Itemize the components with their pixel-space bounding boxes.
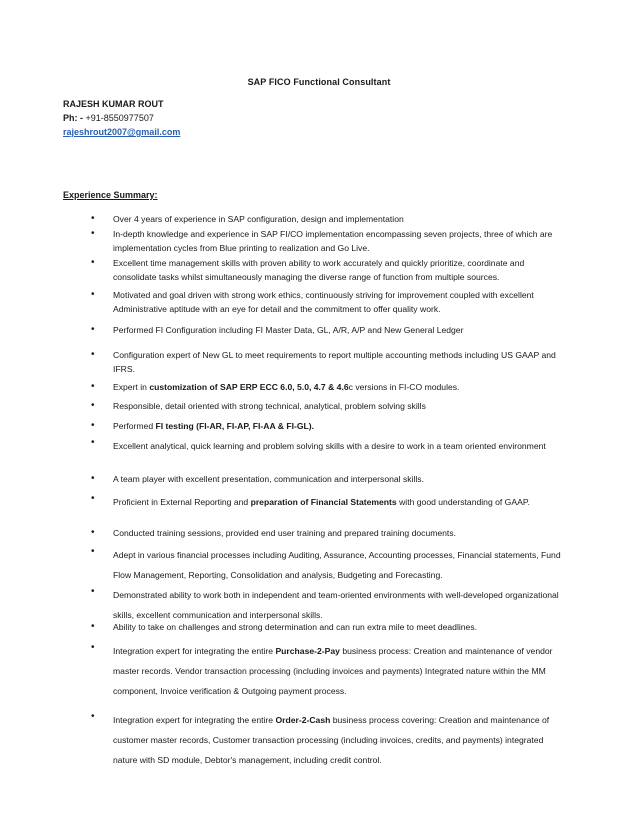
list-item: • Integration expert for integrating the entire Order-2-Cash business process covering: Creation and maintenance of customer master records, Customer transaction processing (including invoices, credits, and payments) integrated nature with SD module, Debtor's management, including credit control. [91, 711, 550, 765]
bullet-icon: • [91, 621, 95, 632]
list-item: • Configuration expert of New GL to meet requirements to report multiple accounting methods including US GAAP and IFRS. [91, 349, 556, 374]
bullet-icon: • [91, 349, 95, 360]
bullet-icon: • [91, 642, 95, 653]
bullet-icon: • [91, 381, 95, 392]
list-item: • Conducted training sessions, provided end user training and prepared training documents. [91, 527, 457, 538]
list-item: • Integration expert for integrating the entire Purchase-2-Pay business process: Creation and maintenance of vendor master records. Vendor transaction processing (including invoices and payments) Integrated nature within the MM component, Invoice verification & Outgoing payment process. [91, 642, 553, 696]
bullet-icon: • [91, 213, 95, 224]
list-item: • Motivated and goal driven with strong work ethics, continuously striving for improvement coupled with excellent Administrative aptitude with an eye for detail and the commitment to offer quality work. [91, 289, 534, 314]
bullet-icon: • [91, 228, 95, 239]
list-item: • Performed FI Configuration including FI Master Data, GL, A/R, A/P and New General Ledger [91, 324, 464, 335]
document-title: SAP FICO Functional Consultant [247, 77, 391, 87]
bullet-icon: • [91, 400, 95, 411]
phone-label: Ph: - [63, 113, 83, 123]
bullet-icon: • [91, 546, 95, 557]
list-item: • A team player with excellent presentation, communication and interpersonal skills. [91, 473, 424, 484]
bullet-icon: • [91, 586, 95, 597]
list-item: • Performed FI testing (FI-AR, FI-AP, FI-AA & FI-GL). [91, 420, 315, 431]
contact-header [63, 97, 180, 139]
list-item: • Proficient in External Reporting and preparation of Financial Statements with good understanding of GAAP. [91, 493, 530, 507]
email-link[interactable]: rajeshrout2007@gmail.com [63, 127, 181, 137]
bullet-icon: • [91, 289, 95, 300]
bullet-icon: • [91, 437, 95, 448]
bullet-icon: • [91, 527, 95, 538]
section-heading-experience: Experience Summary: [63, 190, 158, 200]
candidate-name: RAJESH KUMAR ROUT [63, 99, 164, 109]
list-item: • Over 4 years of experience in SAP configuration, design and implementation [91, 213, 404, 224]
list-item: • Excellent analytical, quick learning and problem solving skills with a desire to work in a team oriented environment [91, 437, 546, 451]
bullet-icon: • [91, 493, 95, 504]
list-item: • Expert in customization of SAP ERP ECC 6.0, 5.0, 4.7 & 4.6c versions in FI-CO modules. [91, 381, 460, 392]
bullet-icon: • [91, 324, 95, 335]
bullet-icon: • [91, 473, 95, 484]
bullet-icon: • [91, 257, 95, 268]
list-item: • In-depth knowledge and experience in SAP FI/CO implementation encompassing seven projects, three of which are implementation cycles from Blue printing to realization and Go Live. [91, 228, 553, 253]
phone-line [63, 111, 180, 125]
list-item: • Responsible, detail oriented with strong technical, analytical, problem solving skills [91, 400, 426, 411]
bullet-icon: • [91, 420, 95, 431]
list-item: • Adept in various financial processes including Auditing, Assurance, Accounting processes, Financial statements, Fund Flow Management, Reporting, Consolidation and analysis, Budgeting and Forecasting. [91, 546, 561, 580]
list-item: • Excellent time management skills with proven ability to work accurately and quickly prioritize, coordinate and consolidate tasks whilst simultaneously managing the diverse range of function from multiple sources. [91, 257, 525, 282]
list-item: • Ability to take on challenges and strong determination and can run extra mile to meet deadlines. [91, 621, 478, 632]
list-item: • Demonstrated ability to work both in independent and team-oriented environments with well-developed organizational skills, excellent communication and interpersonal skills. [91, 586, 559, 620]
bullet-icon: • [91, 711, 95, 722]
phone-number: +91-8550977507 [85, 113, 154, 123]
